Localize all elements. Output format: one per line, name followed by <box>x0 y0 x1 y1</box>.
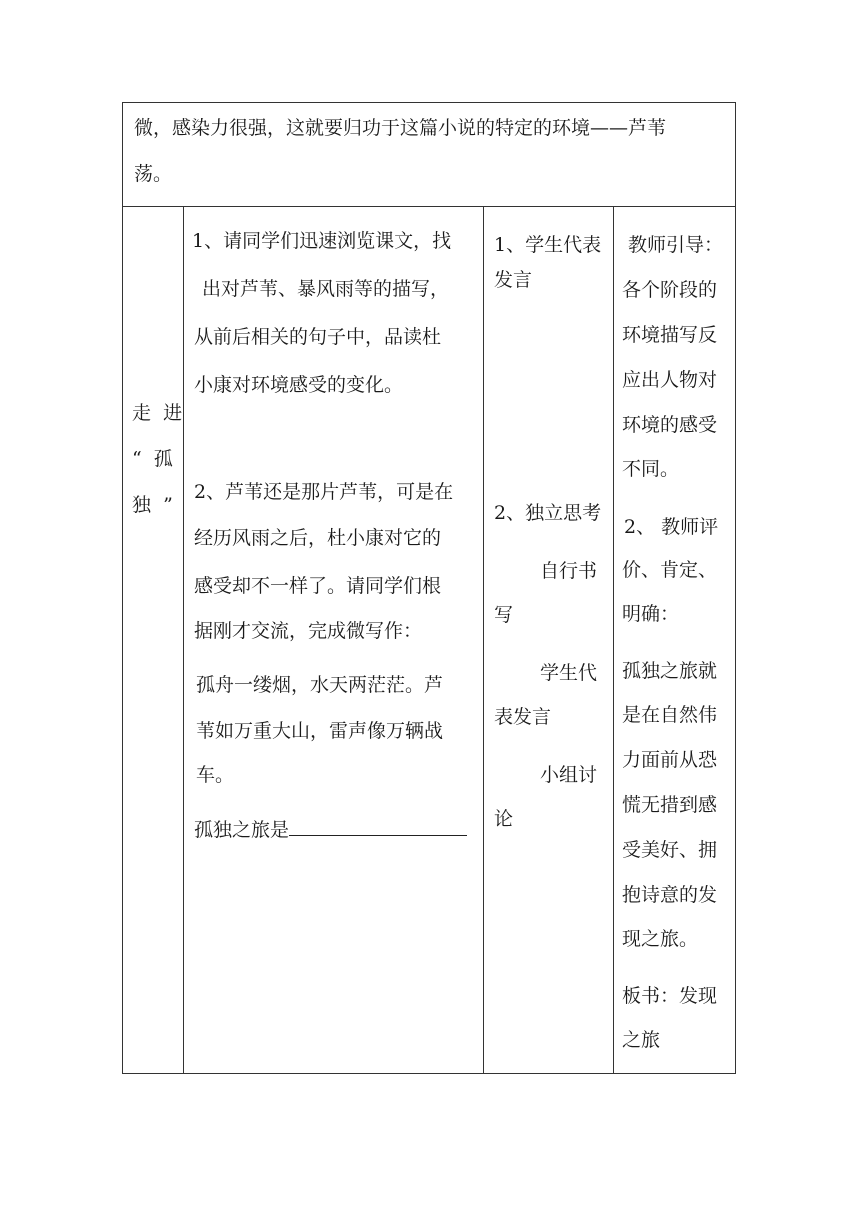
teacher-line: 现之旅。 <box>622 928 699 950</box>
activity-line: 车。 <box>196 764 235 786</box>
activity-line: 经历风雨之后，杜小康对它的 <box>194 527 442 549</box>
teacher-line: 慌无措到感 <box>622 794 718 816</box>
student-line: 2、独立思考 <box>494 502 602 524</box>
writing-blank <box>289 807 467 836</box>
teacher-line: 受美好、拥 <box>622 839 718 861</box>
teacher-line: 力面前从恐 <box>622 749 718 771</box>
row-divider <box>123 206 735 207</box>
student-line: 自行书 <box>540 560 598 582</box>
teacher-line: 之旅 <box>622 1029 661 1051</box>
teacher-line: 不同。 <box>622 458 680 480</box>
activity-line: 出对芦苇、暴风雨等的描写， <box>202 278 450 300</box>
teacher-line: 孤独之旅就 <box>622 660 718 682</box>
writing-prompt <box>194 807 467 853</box>
teacher-line: 环境的感受 <box>622 414 718 436</box>
teacher-line: 各个阶段的 <box>622 279 718 301</box>
student-line: 学生代 <box>540 662 598 684</box>
student-line: 小组讨 <box>540 764 598 786</box>
teacher-line: 价、肯定、 <box>622 559 718 581</box>
phase-label: “ 孤 <box>132 448 173 470</box>
intro-line: 微，感染力很强，这就要归功于这篇小说的特定的环境——芦苇 <box>134 117 667 139</box>
intro-line: 荡。 <box>134 163 173 185</box>
student-line: 发言 <box>494 269 533 291</box>
activity-line: 感受却不一样了。请同学们根 <box>194 575 442 597</box>
student-line: 写 <box>494 604 514 626</box>
teacher-line: 抱诗意的发 <box>622 884 718 906</box>
student-line: 表发言 <box>494 706 552 728</box>
column-divider <box>483 206 484 1073</box>
activity-line: 据刚才交流，完成微写作： <box>194 620 423 642</box>
teacher-line: 是在自然伟 <box>622 704 718 726</box>
activity-line: 2、芦苇还是那片芦苇，可是在 <box>194 481 454 503</box>
phase-label: 走 进 <box>132 402 183 424</box>
activity-line: 从前后相关的句子中，品读杜 <box>194 326 442 348</box>
student-line: 1、学生代表 <box>494 234 602 256</box>
teacher-line: 教师引导： <box>628 234 724 256</box>
activity-line: 小康对环境感受的变化。 <box>194 374 404 396</box>
student-line: 论 <box>494 808 514 830</box>
teacher-line: 2、 教师评 <box>624 516 719 538</box>
activity-line: 孤舟一缕烟，水天两茫茫。芦 <box>196 674 444 696</box>
teacher-line: 应出人物对 <box>622 369 718 391</box>
column-divider <box>183 206 184 1073</box>
column-divider <box>613 206 614 1073</box>
phase-label: 独 ” <box>132 494 173 516</box>
activity-line: 1、请同学们迅速浏览课文，找 <box>192 230 452 252</box>
teacher-line: 板书：发现 <box>622 985 718 1007</box>
teacher-line: 环境描写反 <box>622 324 718 346</box>
teacher-line: 明确： <box>622 603 680 625</box>
activity-line: 苇如万重大山，雷声像万辆战 <box>196 720 444 742</box>
writing-prompt-label: 孤独之旅是 <box>194 819 290 841</box>
